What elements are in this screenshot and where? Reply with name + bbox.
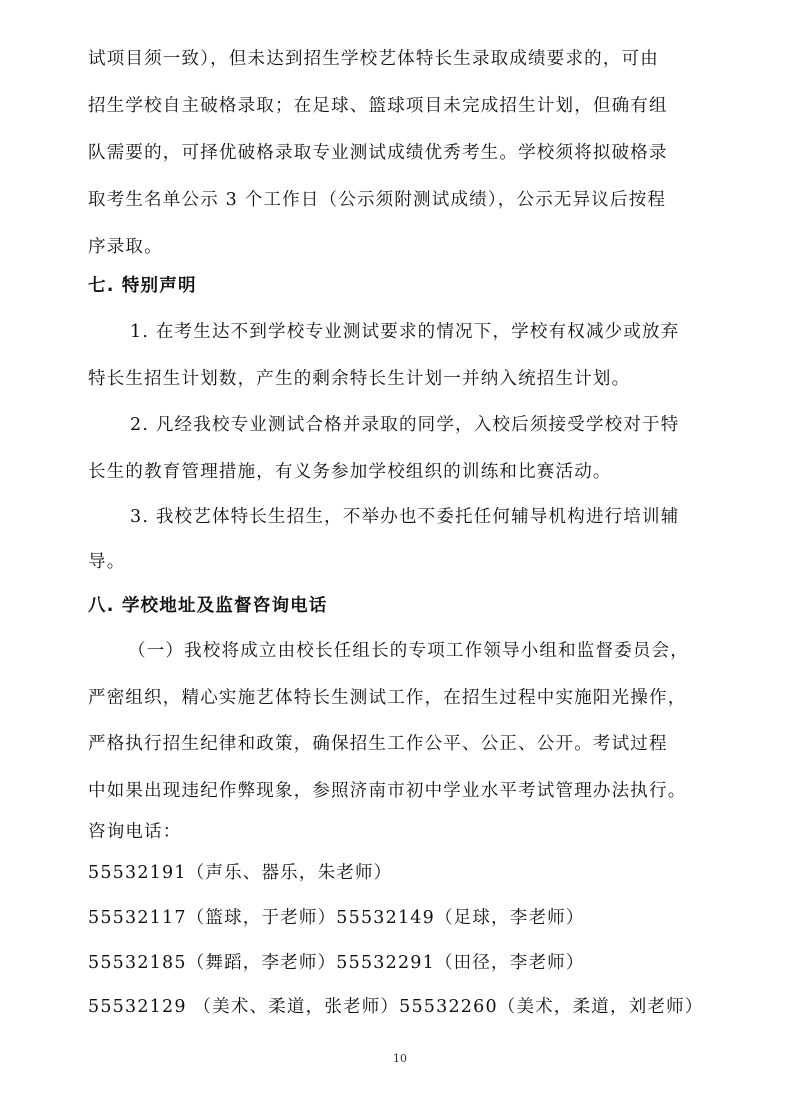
consult-phone-label: 咨询电话： — [88, 822, 182, 842]
paragraph-line: 长生的教育管理措施，有义务参加学校组织的训练和比赛活动。 — [88, 462, 612, 482]
list-item-1: 1. 在考生达不到学校专业测试要求的情况下，学校有权减少或放弃 — [130, 322, 680, 342]
page-number: 10 — [393, 1052, 407, 1065]
paragraph-line: 取考生名单公示 3 个工作日（公示须附测试成绩），公示无异议后按程 — [88, 190, 667, 210]
paragraph-line: 序录取。 — [88, 237, 163, 257]
paragraph-line: 试项目须一致），但未达到招生学校艺体特长生录取成绩要求的，可由 — [88, 49, 659, 69]
phone-line: 55532191（声乐、器乐，朱老师） — [88, 863, 393, 883]
paragraph-line: （一）我校将成立由校长任组长的专项工作领导小组和监督委员会， — [128, 641, 689, 661]
paragraph-line: 中如果出现违纪作弊现象，参照济南市初中学业水平考试管理办法执行。 — [88, 781, 687, 801]
section-heading-8: 八. 学校地址及监督咨询电话 — [88, 596, 328, 616]
paragraph-line: 招生学校自主破格录取；在足球、篮球项目未完成招生计划，但确有组 — [88, 96, 668, 116]
paragraph-line: 队需要的，可择优破格录取专业测试成绩优秀考生。学校须将拟破格录 — [88, 143, 668, 163]
paragraph-line: 严格执行招生纪律和政策，确保招生工作公平、公正、公开。考试过程 — [88, 734, 668, 754]
paragraph-line: 导。 — [88, 552, 126, 572]
phone-line: 55532185（舞蹈，李老师）55532291（田径，李老师） — [88, 953, 585, 973]
section-heading-7: 七. 特别声明 — [88, 276, 197, 296]
paragraph-line: 特长生招生计划数，产生的剩余特长生计划一并纳入统招生计划。 — [88, 369, 631, 389]
phone-line: 55532129 （美术、柔道，张老师）55532260（美术，柔道，刘老师） — [88, 997, 704, 1017]
phone-line: 55532117（篮球，于老师）55532149（足球，李老师） — [88, 908, 585, 928]
paragraph-line: 严密组织，精心实施艺体特长生测试工作，在招生过程中实施阳光操作， — [88, 688, 687, 708]
list-item-2: 2. 凡经我校专业测试合格并录取的同学，入校后须接受学校对于特 — [130, 415, 680, 435]
list-item-3: 3. 我校艺体特长生招生，不举办也不委托任何辅导机构进行培训辅 — [130, 507, 680, 527]
